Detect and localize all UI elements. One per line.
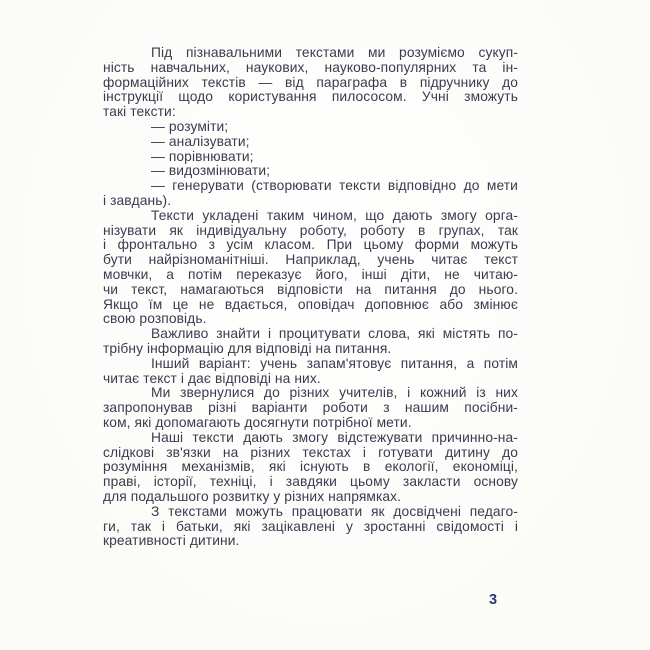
text-line: — розуміти; (151, 118, 229, 134)
text-line: Тексти укладені таким чином, що дають змогу орга- (151, 207, 518, 223)
text-line: бути найрізноманітніші. Наприклад, учень читає текст (103, 252, 518, 268)
text-line: трібну інформацію для відповіді на питання. (103, 340, 392, 356)
text-line: ність навчальних, наукових, науково-популярних та ін- (103, 59, 518, 75)
text-line: З текстами можуть працювати як досвідчені педаго- (151, 503, 518, 519)
paragraph-6 (103, 179, 518, 209)
text-line: такі тексти: (103, 104, 176, 120)
text-line: Якщо їм це не вдається, оповідач доповнює або змінює (103, 296, 518, 312)
text-line: формаційних текстів — від параграфа в підручнику до (103, 74, 518, 90)
text-line: запропонував різні варіанти роботи з нашим посібни- (103, 400, 518, 416)
paragraph-10 (103, 386, 518, 430)
text-line: Ми звернулися до різних учителів, і кожний із них (151, 385, 518, 401)
text-line: розуміння механізмів, які існують в екології, економіці, (103, 459, 518, 475)
text-line: праві, історії, техніці, і завдяки цьому закласти основу (103, 474, 518, 490)
paragraph-1 (103, 46, 518, 120)
text-line: креативності дитини. (103, 533, 240, 549)
text-line: свою розповідь. (103, 311, 207, 327)
text-line: — порівнювати; (151, 148, 254, 164)
paragraph-2 (103, 120, 518, 135)
text-line: слідкові зв'язки на різних текстах і готувати дитину до (103, 444, 518, 460)
page-text (103, 46, 518, 549)
paragraph-9 (103, 357, 518, 387)
paragraph-8 (103, 327, 518, 357)
text-line: інструкції щодо користування пилососом. Учні зможуть (103, 89, 518, 105)
paragraph-3 (103, 135, 518, 150)
text-line: ком, які допомагають досягнути потрібної мети. (103, 414, 412, 430)
text-line: чи текст, намагаються відповісти на питання до нього. (103, 281, 518, 297)
text-line: і завдань). (103, 192, 172, 208)
text-line: нізувати як індивідуальну роботу, роботу в групах, так (103, 222, 518, 238)
text-line: Під пізнавальними текстами ми розуміємо сукуп- (151, 45, 518, 60)
text-line: — видозмінювати; (151, 163, 271, 179)
text-line: Інший варіант: учень запам'ятовує питання, а потім (151, 355, 518, 371)
text-line: ги, так і батьки, які зацікавлені у зростанні свідомості і (103, 518, 518, 534)
page-number: 3 (488, 592, 498, 608)
paragraph-4 (103, 150, 518, 165)
paragraph-5 (103, 164, 518, 179)
paragraph-12 (103, 505, 518, 549)
text-line: Наші тексти дають змогу відстежувати причинно-на- (151, 429, 518, 445)
paragraph-7 (103, 209, 518, 327)
text-line: — генерувати (створювати тексти відповідно до мети (151, 178, 518, 194)
text-line: мовчки, а потім переказує його, інші діти, не читаю- (103, 266, 518, 282)
text-line: — аналізувати; (151, 133, 250, 149)
text-line: і фронтально з усім класом. При цьому форми можуть (103, 237, 518, 253)
text-line: для подальшого розвитку у різних напрямках. (103, 488, 402, 504)
text-line: читає текст і дає відповіді на них. (103, 370, 321, 386)
text-line: Важливо знайти і процитувати слова, які містять по- (151, 326, 518, 342)
paragraph-11 (103, 431, 518, 505)
